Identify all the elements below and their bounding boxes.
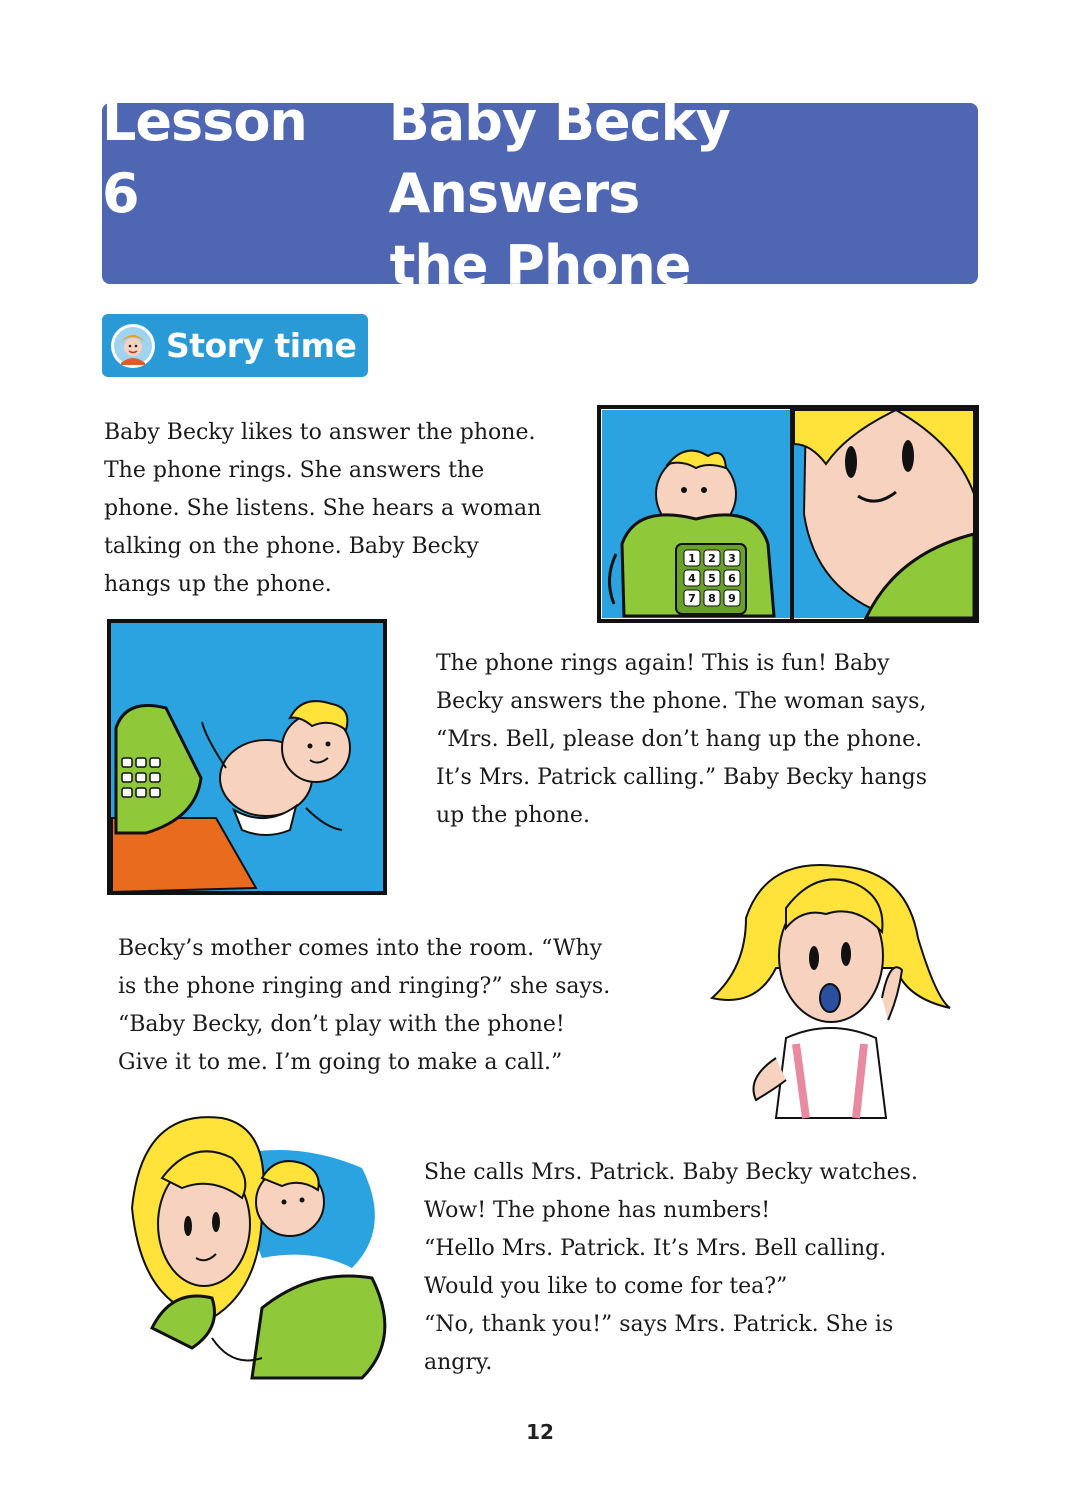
- text-line: up the phone.: [436, 803, 590, 828]
- text-line: angry.: [424, 1350, 493, 1375]
- key-1: 1: [688, 552, 696, 565]
- text-line: phone. She listens. She hears a woman: [104, 496, 542, 521]
- section-label: Story time: [166, 326, 357, 365]
- illustration-baby-answers-phone: [596, 404, 980, 624]
- text-line: The phone rings again! This is fun! Baby: [436, 651, 890, 676]
- illustration-mother-speaking: [706, 848, 956, 1126]
- lesson-title-banner: [102, 89, 978, 297]
- text-line: Becky answers the phone. The woman says,: [436, 689, 927, 714]
- text-line: hangs up the phone.: [104, 572, 332, 597]
- story-paragraph-1: [104, 414, 541, 604]
- story-paragraph-2: [436, 645, 927, 835]
- cartoon-boy-icon: [110, 323, 156, 369]
- text-line: Baby Becky likes to answer the phone.: [104, 420, 536, 445]
- title-line-1: [102, 86, 978, 230]
- text-line: Becky’s mother comes into the room. “Why: [118, 936, 603, 961]
- text-line: “Mrs. Bell, please don’t hang up the phone.: [436, 727, 923, 752]
- illustration-baby-crawling-phone: [106, 618, 388, 896]
- story-paragraph-4: [424, 1154, 918, 1382]
- text-line: It’s Mrs. Patrick calling.” Baby Becky hangs: [436, 765, 928, 790]
- key-9: 9: [728, 592, 736, 605]
- text-line: Would you like to come for tea?”: [424, 1274, 788, 1299]
- story-paragraph-3: [118, 930, 610, 1082]
- text-line: She calls Mrs. Patrick. Baby Becky watches.: [424, 1160, 918, 1185]
- illustration-mother-dialing: [112, 1098, 412, 1388]
- key-2: 2: [708, 552, 716, 565]
- lesson-title-part1: Baby Becky Answers: [388, 89, 730, 225]
- key-8: 8: [708, 592, 716, 605]
- keypad: [684, 550, 740, 606]
- key-3: 3: [728, 552, 736, 565]
- text-line: is the phone ringing and ringing?” she says.: [118, 974, 611, 999]
- key-4: 4: [688, 572, 696, 585]
- story-time-badge: [102, 314, 368, 377]
- text-line: “Baby Becky, don’t play with the phone!: [118, 1012, 565, 1037]
- text-line: The phone rings. She answers the: [104, 458, 485, 483]
- text-line: talking on the phone. Baby Becky: [104, 534, 479, 559]
- key-7: 7: [688, 592, 696, 605]
- lesson-title-part2: the Phone: [389, 233, 691, 297]
- text-line: Wow! The phone has numbers!: [424, 1198, 771, 1223]
- lesson-number: Lesson 6: [102, 89, 307, 225]
- page-number: 12: [526, 1420, 554, 1444]
- key-5: 5: [708, 572, 716, 585]
- key-6: 6: [728, 572, 736, 585]
- text-line: “No, thank you!” says Mrs. Patrick. She is: [424, 1312, 894, 1337]
- text-line: “Hello Mrs. Patrick. It’s Mrs. Bell calling.: [424, 1236, 887, 1261]
- text-line: Give it to me. I’m going to make a call.”: [118, 1050, 563, 1075]
